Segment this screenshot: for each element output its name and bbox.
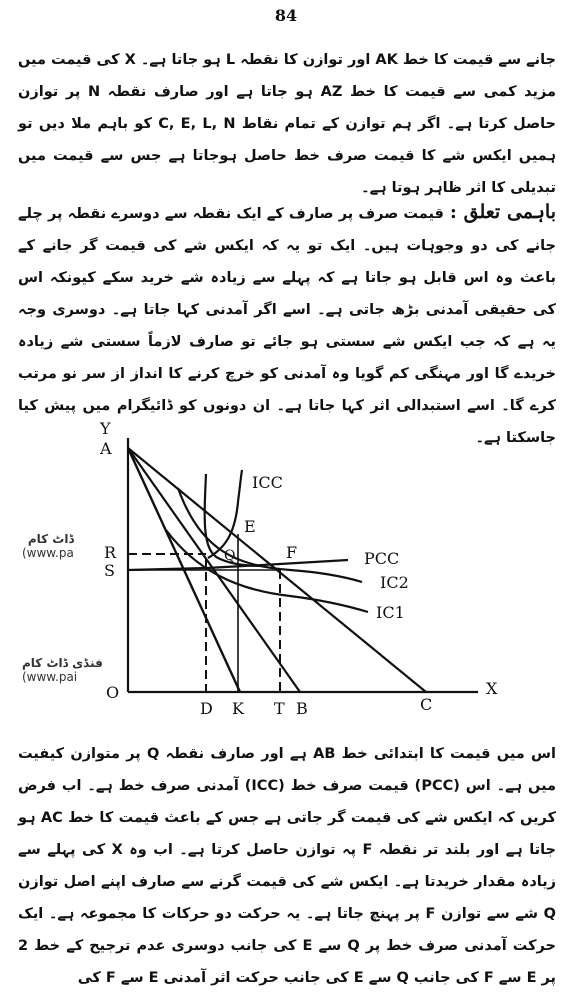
label-b: B — [296, 699, 308, 718]
label-y: Y — [100, 419, 111, 438]
indifference-curve-diagram — [0, 400, 572, 730]
label-t: T — [274, 699, 285, 718]
paragraph-3: اس میں قیمت کا ابتدائی خط AB ہے اور صارف نقطہ Q پر متوازن کیفیت میں ہے۔ اس (PCC) قیمت صرف خط (ICC) آمدنی صرف خط ہے۔ اب فرض کریں کہ ایکس شے کی قیمت گر جاتی ہے جس کے باعث قیمت کا خط AC ہو جاتا ہے اور بلند تر نقطہ F پہ توازن حاصل کرتا ہے۔ اب وہ X کی پہلے سے زیادہ مقدار خریدتا ہے۔ ایکس شے کی قیمت گرنے سے صارف اپنے اصل توازن Q شے سے توازن F پر پہنچ جاتا ہے۔ یہ حرکت دو حرکات کا مجموعہ ہے۔ ایک حرکت آمدنی صرف خط پر Q سے E کی جانب دوسری عدم ترجیح کے خط 2 پر E سے F کی جانب Q سے E کی جانب حرکت اثر آمدنی E سے F کی — [18, 746, 557, 986]
page-number: 84 — [274, 6, 298, 25]
label-e: E — [244, 517, 256, 536]
label-c: C — [420, 695, 433, 714]
watermark-1-latin: (www.pa — [22, 546, 74, 560]
section-heading: باہمی تعلق : — [449, 201, 556, 223]
label-a: A — [100, 439, 112, 458]
label-o: O — [106, 683, 120, 702]
watermark-2-urdu: فنڈی ڈاٹ کام — [22, 656, 103, 670]
label-x: X — [486, 679, 498, 698]
label-pcc: PCC — [364, 549, 400, 568]
label-icc: ICC — [252, 473, 283, 492]
label-ic2: IC2 — [380, 573, 409, 592]
label-q: Q — [224, 548, 236, 564]
label-d: D — [200, 699, 213, 718]
watermark-1-urdu: ڈاٹ کام — [27, 532, 74, 546]
watermark-2-latin: (www.pai — [22, 670, 78, 684]
ic1-curve — [166, 530, 368, 612]
paragraph-1: جانے سے قیمت کا خط AK اور توازن کا نقطہ L ہو جاتا ہے۔ X کی قیمت میں مزید کمی سے قیمت کا خط AZ ہو جاتا ہے اور صارف نقطہ N پر توازن حاصل کرتا ہے۔ اگر ہم توازن کے تمام نقاط C, E, L, N کو باہم ملا دیں تو ہمیں ایکس شے کا قیمت صرف خط حاصل ہوجاتا ہے جس سے قیمت میں تبدیلی کا اثر ظاہر ہوتا ہے۔ — [17, 52, 557, 196]
label-k: K — [232, 699, 244, 718]
paragraph-2-text: قیمت صرف پر صارف کے ایک نقطہ سے دوسرے نقطہ پر چلے جانے کی دو وجوہات ہیں۔ ایک تو یہ کہ ایکس شے کی قیمت گر جانے کے باعث وہ اس قابل ہو جاتا ہے کہ پہلے سے زیادہ شے خرید سکے کیونکہ اس کی حقیقی آمدنی بڑھ جاتی ہے۔ اسے اگر آمدنی کہا جاتا ہے۔ دوسری وجہ یہ ہے کہ جب ایکس شے سستی ہو جائے تو صارف لازماً سستی شے زیادہ خریدے گا اور مہنگی کم گویا وہ آمدنی کو خرچ کرنے کا انداز از سر نو مرتب کرے گا۔ اسے استبدالی اثر کہا جاتا ہے۔ ان دونوں کو ڈائیگرام میں پیش کیا جاسکتا ہے۔ — [18, 206, 556, 446]
label-r: R — [104, 543, 117, 562]
label-f: F — [286, 543, 298, 562]
label-ic1: IC1 — [376, 603, 405, 622]
label-s: S — [104, 561, 115, 580]
